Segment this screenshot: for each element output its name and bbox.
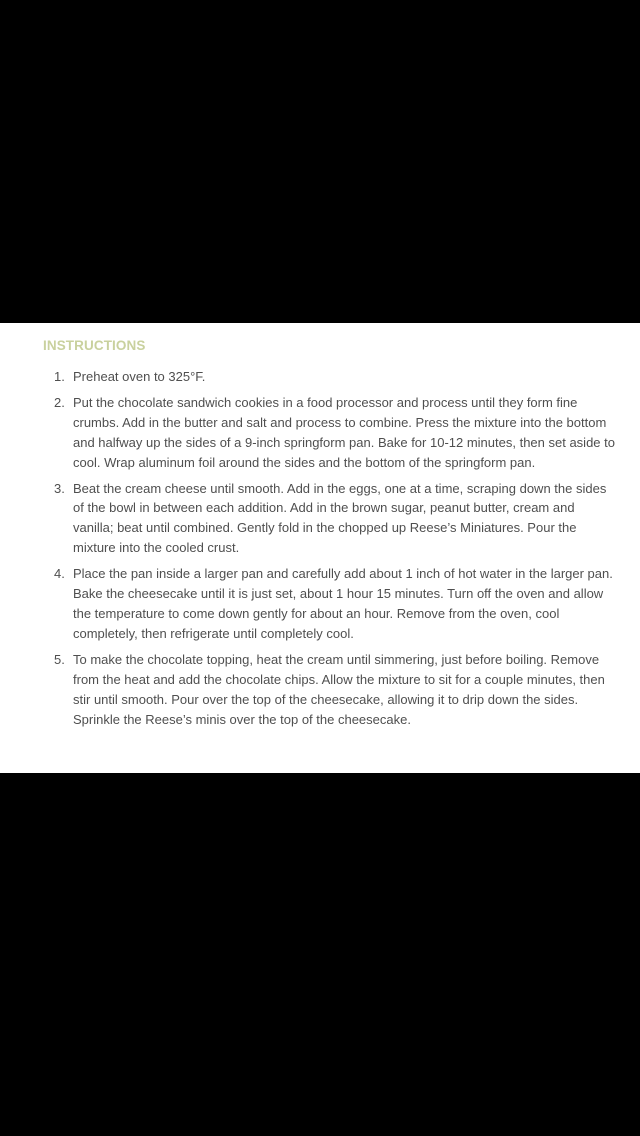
instruction-list <box>43 367 615 735</box>
instruction-step <box>43 367 615 387</box>
step-text: Place the pan inside a larger pan and carefully add about 1 inch of hot water in the larger pan. Bake the cheesecake until it is just set, about 1 hour 15 minutes. Turn off the oven and allow the temperature to come down gently for about an hour. Remove from the oven, cool completely, then refrigerate until completely cool. <box>73 566 613 641</box>
step-number: 4. <box>54 566 65 582</box>
step-number: 1. <box>54 369 65 384</box>
step-number: 3. <box>54 480 65 496</box>
step-text: Preheat oven to 325°F. <box>73 369 206 384</box>
instructions-heading: INSTRUCTIONS <box>43 338 146 353</box>
instruction-step <box>43 479 615 559</box>
step-number: 5. <box>54 651 65 667</box>
instruction-step <box>43 650 615 730</box>
step-text: Beat the cream cheese until smooth. Add in the eggs, one at a time, scraping down the sides of the bowl in between each addition. Add in the brown sugar, peanut butter, cream and vanilla; beat until combined. Gently fold in the chopped up Reese’s Miniatures. Pour the mixture into the cooled crust. <box>73 480 607 556</box>
step-number: 2. <box>54 394 65 410</box>
step-text: To make the chocolate topping, heat the cream until simmering, just before boiling. Remove from the heat and add the chocolate chips. Allow the mixture to sit for a couple minutes, then stir until smooth. Pour over the top of the cheesecake, allowing it to drip down the sides. Sprinkle the Reese’s minis over the top of the cheesecake. <box>73 651 605 727</box>
instruction-step <box>43 393 615 473</box>
step-text: Put the chocolate sandwich cookies in a food processor and process until they form fine crumbs. Add in the butter and salt and process to combine. Press the mixture into the bottom and halfway up the sides of a 9-inch springform pan. Bake for 10-12 minutes, then set aside to cool. Wrap aluminum foil around the sides and the bottom of the springform pan. <box>73 394 615 470</box>
instruction-step <box>43 564 615 644</box>
